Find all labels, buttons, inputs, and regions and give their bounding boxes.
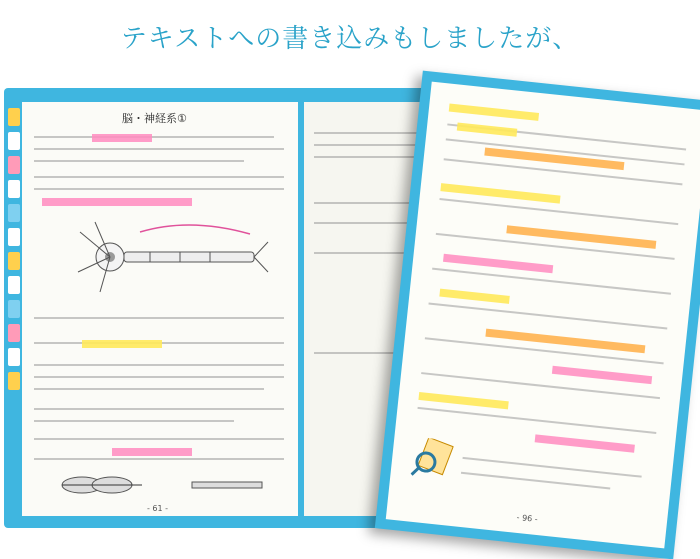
page-title: 脳・神経系① [122,112,187,125]
sheet-page-number: - 96 - [516,512,539,525]
nerve-fiber-diagram [52,470,272,500]
headline: テキストへの書き込みもしましたが、 [120,24,580,54]
page-number: - 61 - [147,504,169,513]
photo-scene [0,80,700,551]
left-page [22,102,298,516]
magnifier-icon [410,437,454,481]
sticky-tabs [8,108,20,488]
neuron-diagram [70,212,270,302]
notes-sheet [375,71,700,559]
